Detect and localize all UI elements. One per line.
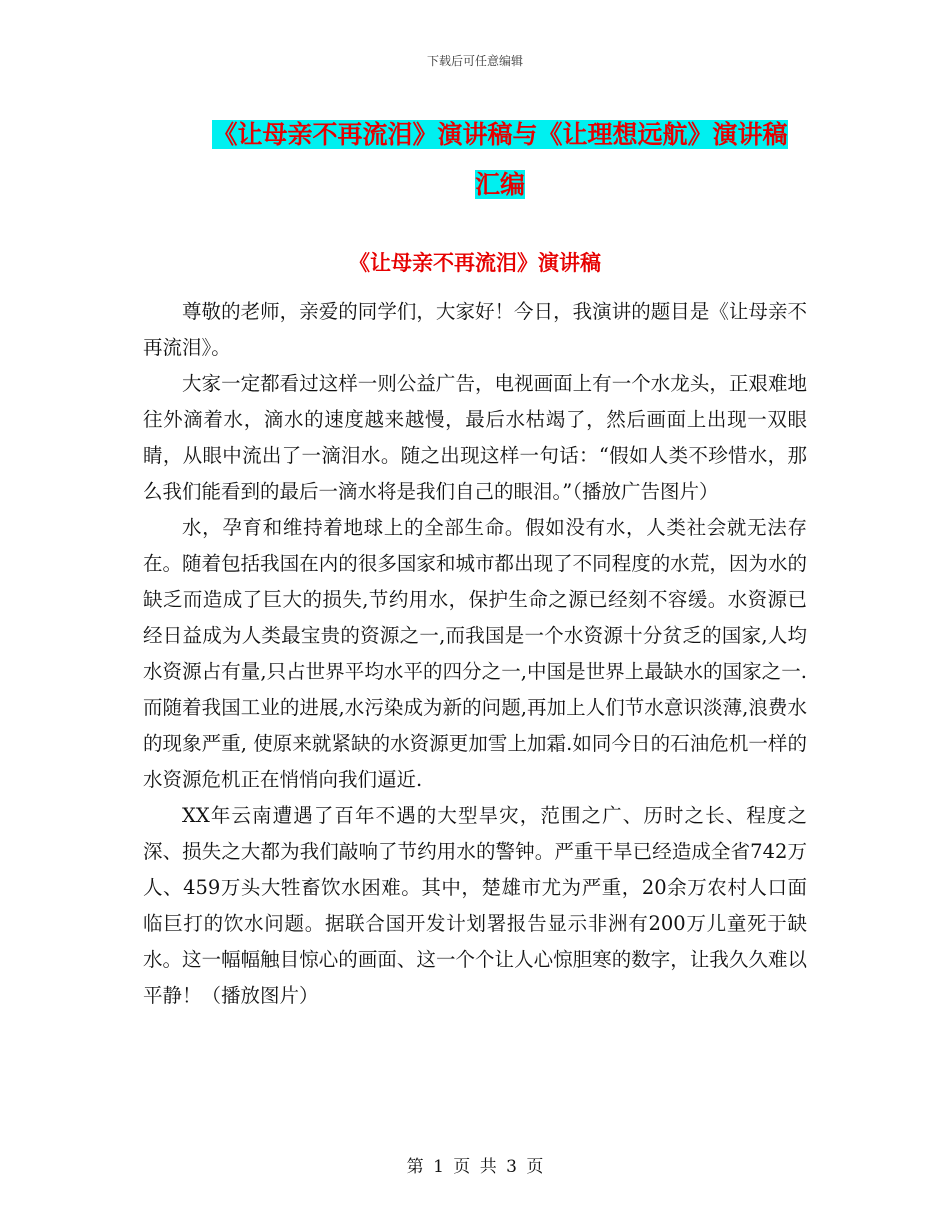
- document-title-line2: 汇编: [474, 170, 525, 199]
- paragraph: XX年云南遭遇了百年不遇的大型旱灾，范围之广、历时之长、程度之深、损失之大都为我们敲响了节约用水的警钟。严重干旱已经造成全省742万人、459万头大牲畜饮水困难。其中，楚雄市尤为严重，20余万农村人口面临巨打的饮水问题。据联合国开发计划署报告显示非洲有200万儿童死于缺水。这一幅幅触目惊心的画面、这一个个让人心惊胆寒的数字，让我久久难以平静！（播放图片）: [143, 804, 807, 1007]
- speech-body: [143, 294, 807, 1014]
- section-title: 《让母亲不再流泪》演讲稿: [349, 250, 601, 275]
- paragraph: 水，孕育和维持着地球上的全部生命。假如没有水，人类社会就无法存在。随着包括我国在内的很多国家和城市都出现了不同程度的水荒，因为水的缺乏而造成了巨大的损失,节约用水，保护生命之源已经刻不容缓。水资源已经日益成为人类最宝贵的资源之一,而我国是一个水资源十分贫乏的国家,人均水资源占有量,只占世界平均水平的四分之一,中国是世界上最缺水的国家之一.而随着我国工业的进展,水污染成为新的问题,再加上人们节水意识淡薄,浪费水的现象严重, 使原来就紧缺的水资源更加雪上加霜.如同今日的石油危机一样的水资源危机正在悄悄向我们逼近.: [143, 516, 807, 791]
- paragraph: 大家一定都看过这样一则公益广告，电视画面上有一个水龙头，正艰难地往外滴着水，滴水的速度越来越慢，最后水枯竭了，然后画面上出现一双眼睛，从眼中流出了一滴泪水。随之出现这样一句话：“假如人类不珍惜水，那么我们能看到的最后一滴水将是我们自己的眼泪。”（播放广告图片）: [143, 372, 807, 503]
- page-header-note: 下载后可任意编辑: [426, 54, 523, 68]
- page-number-footer: 第 1 页 共 3 页: [406, 1157, 544, 1177]
- paragraph: 尊敬的老师，亲爱的同学们，大家好！今日，我演讲的题目是《让母亲不再流泪》。: [143, 300, 807, 359]
- document-title-line1: 《让母亲不再流泪》演讲稿与《让理想远航》演讲稿: [212, 120, 788, 149]
- document-title: [195, 110, 805, 210]
